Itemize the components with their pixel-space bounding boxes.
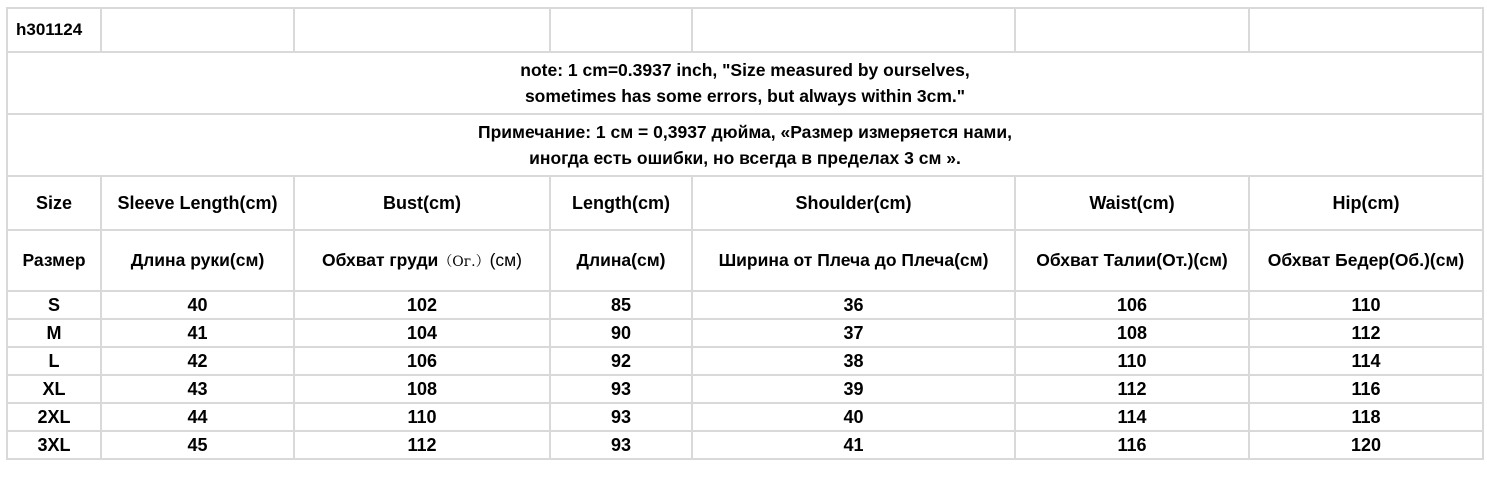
header-sleeve-length: Sleeve Length(cm) <box>101 176 294 230</box>
size-cell: XL <box>7 375 101 403</box>
header-ru-bust <box>294 230 550 291</box>
header-ru-sleeve: Длина руки(см) <box>101 230 294 291</box>
shoulder-cell: 38 <box>692 347 1015 375</box>
hip-cell: 114 <box>1249 347 1483 375</box>
hip-cell: 118 <box>1249 403 1483 431</box>
size-cell: L <box>7 347 101 375</box>
note-english-line-2: sometimes has some errors, but always within 3cm." <box>524 86 966 106</box>
product-code: h301124 <box>7 8 101 52</box>
bust-cell: 112 <box>294 431 550 459</box>
bust-cell: 104 <box>294 319 550 347</box>
size-chart-table <box>6 7 1484 460</box>
sleeve-cell: 43 <box>101 375 294 403</box>
waist-cell: 112 <box>1015 375 1249 403</box>
note-russian-line-1: Примечание: 1 см = 0,3937 дюйма, «Размер измеряется нами, <box>478 122 1012 142</box>
header-row-english <box>7 176 1483 230</box>
size-cell: S <box>7 291 101 319</box>
table-row <box>7 375 1483 403</box>
bust-cell: 102 <box>294 291 550 319</box>
note-russian-row <box>7 114 1483 176</box>
length-cell: 90 <box>550 319 692 347</box>
sleeve-cell: 45 <box>101 431 294 459</box>
header-hip: Hip(cm) <box>1249 176 1483 230</box>
hip-cell: 120 <box>1249 431 1483 459</box>
shoulder-cell: 36 <box>692 291 1015 319</box>
bust-cell: 110 <box>294 403 550 431</box>
sleeve-cell: 40 <box>101 291 294 319</box>
hip-cell: 110 <box>1249 291 1483 319</box>
product-code-row <box>7 8 1483 52</box>
header-ru-size: Размер <box>7 230 101 291</box>
note-english-line-1: note: 1 cm=0.3937 inch, "Size measured by ourselves, <box>520 60 970 80</box>
waist-cell: 106 <box>1015 291 1249 319</box>
header-ru-bust-abbr: （Ог.） <box>438 254 490 270</box>
empty-cell <box>101 8 294 52</box>
bust-cell: 108 <box>294 375 550 403</box>
table-row <box>7 291 1483 319</box>
table-row <box>7 347 1483 375</box>
hip-cell: 116 <box>1249 375 1483 403</box>
length-cell: 92 <box>550 347 692 375</box>
header-ru-bust-unit: (см) <box>489 250 523 270</box>
waist-cell: 114 <box>1015 403 1249 431</box>
empty-cell <box>1015 8 1249 52</box>
header-ru-length: Длина(см) <box>550 230 692 291</box>
sleeve-cell: 41 <box>101 319 294 347</box>
table-row <box>7 319 1483 347</box>
size-cell: 3XL <box>7 431 101 459</box>
shoulder-cell: 37 <box>692 319 1015 347</box>
header-ru-bust-label: Обхват груди <box>321 250 439 270</box>
size-cell: M <box>7 319 101 347</box>
bust-cell: 106 <box>294 347 550 375</box>
header-waist: Waist(cm) <box>1015 176 1249 230</box>
empty-cell <box>550 8 692 52</box>
sleeve-cell: 44 <box>101 403 294 431</box>
header-size: Size <box>7 176 101 230</box>
waist-cell: 116 <box>1015 431 1249 459</box>
hip-cell: 112 <box>1249 319 1483 347</box>
length-cell: 93 <box>550 403 692 431</box>
table-row <box>7 403 1483 431</box>
length-cell: 93 <box>550 431 692 459</box>
length-cell: 93 <box>550 375 692 403</box>
shoulder-cell: 41 <box>692 431 1015 459</box>
empty-cell <box>294 8 550 52</box>
header-ru-waist: Обхват Талии(От.)(см) <box>1015 230 1249 291</box>
waist-cell: 110 <box>1015 347 1249 375</box>
shoulder-cell: 40 <box>692 403 1015 431</box>
header-shoulder: Shoulder(cm) <box>692 176 1015 230</box>
length-cell: 85 <box>550 291 692 319</box>
empty-cell <box>1249 8 1483 52</box>
header-ru-shoulder: Ширина от Плеча до Плеча(см) <box>692 230 1015 291</box>
size-cell: 2XL <box>7 403 101 431</box>
note-english <box>7 52 1483 114</box>
note-english-row <box>7 52 1483 114</box>
sleeve-cell: 42 <box>101 347 294 375</box>
header-row-russian <box>7 230 1483 291</box>
empty-cell <box>692 8 1015 52</box>
table-row <box>7 431 1483 459</box>
waist-cell: 108 <box>1015 319 1249 347</box>
header-length: Length(cm) <box>550 176 692 230</box>
note-russian <box>7 114 1483 176</box>
note-russian-line-2: иногда есть ошибки, но всегда в пределах 3 см ». <box>529 148 961 168</box>
header-bust: Bust(cm) <box>294 176 550 230</box>
header-ru-hip: Обхват Бедер(Об.)(см) <box>1249 230 1483 291</box>
shoulder-cell: 39 <box>692 375 1015 403</box>
